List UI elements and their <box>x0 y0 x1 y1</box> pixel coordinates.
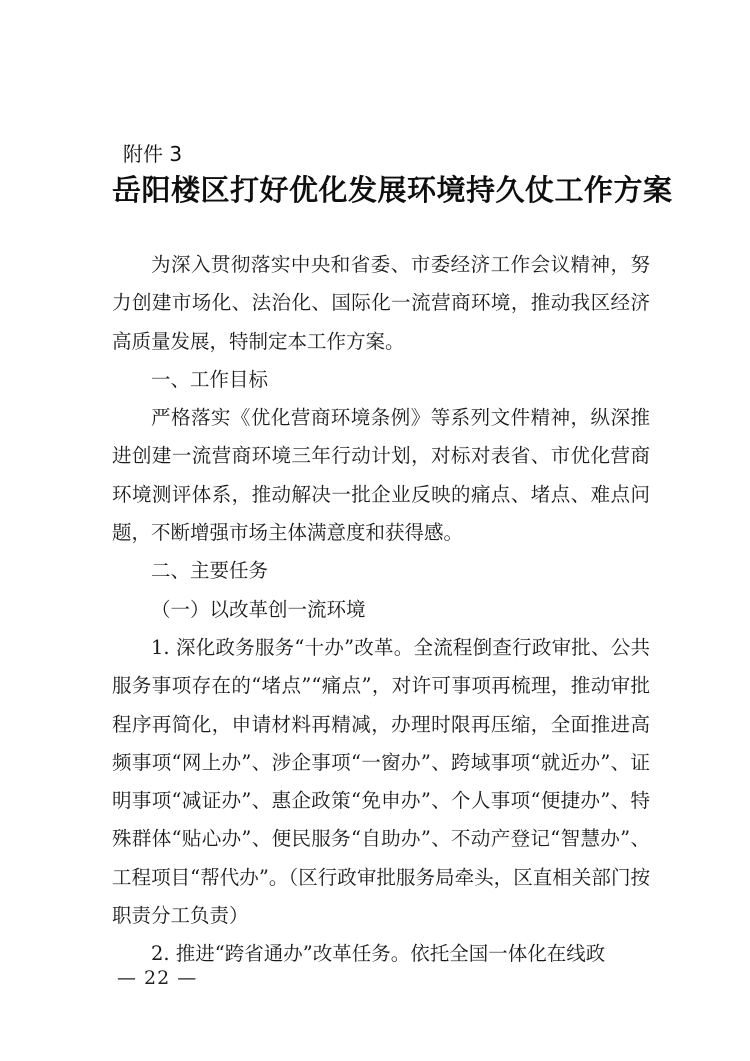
task-item-2: 2. 推进“跨省通办”改革任务。依托全国一体化在线政 <box>151 942 606 966</box>
document-title: 岳阳楼区打好优化发展环境持久仗工作方案 <box>112 173 673 207</box>
intro-paragraph: 为深入贯彻落实中央和省委、市委经济工作会议精神，努力创建市场化、法治化、国际化一流营商环境，推动我区经济高质量发展，特制定本工作方案。 <box>112 253 650 353</box>
goals-paragraph: 严格落实《优化营商环境条例》等系列文件精神，纵深推进创建一流营商环境三年行动计划，对标对表省、市优化营商环境测评体系，推动解决一批企业反映的痛点、堵点、难点问题，不断增强市场主体满意度和获得感。 <box>112 406 650 545</box>
subsection-heading-reform: （一）以改革创一流环境 <box>151 597 366 621</box>
section-heading-goals: 一、工作目标 <box>151 367 269 391</box>
section-heading-tasks: 二、主要任务 <box>151 559 269 583</box>
task-item-1: 1. 深化政务服务“十办”改革。全流程倒查行政审批、公共服务事项存在的“堵点”“痛点”，对许可事项再梳理，推动审批程序再简化，申请材料再精减，办理时限再压缩，全面推进高频事项“网上办”、涉企事项“一窗办”、跨域事项“就近办”、证明事项“减证办”、惠企政策“免申办”、个人事项“便捷办”、特殊群体“贴心办”、便民服务“自助办”、不动产登记“智慧办”、工程项目“帮代办”。（区行政审批服务局牵头，区直相关部门按职责分工负责） <box>112 635 650 928</box>
document-body <box>112 246 650 974</box>
attachment-label: 附件 3 <box>123 142 183 166</box>
page-number: — 22 — <box>117 967 198 989</box>
